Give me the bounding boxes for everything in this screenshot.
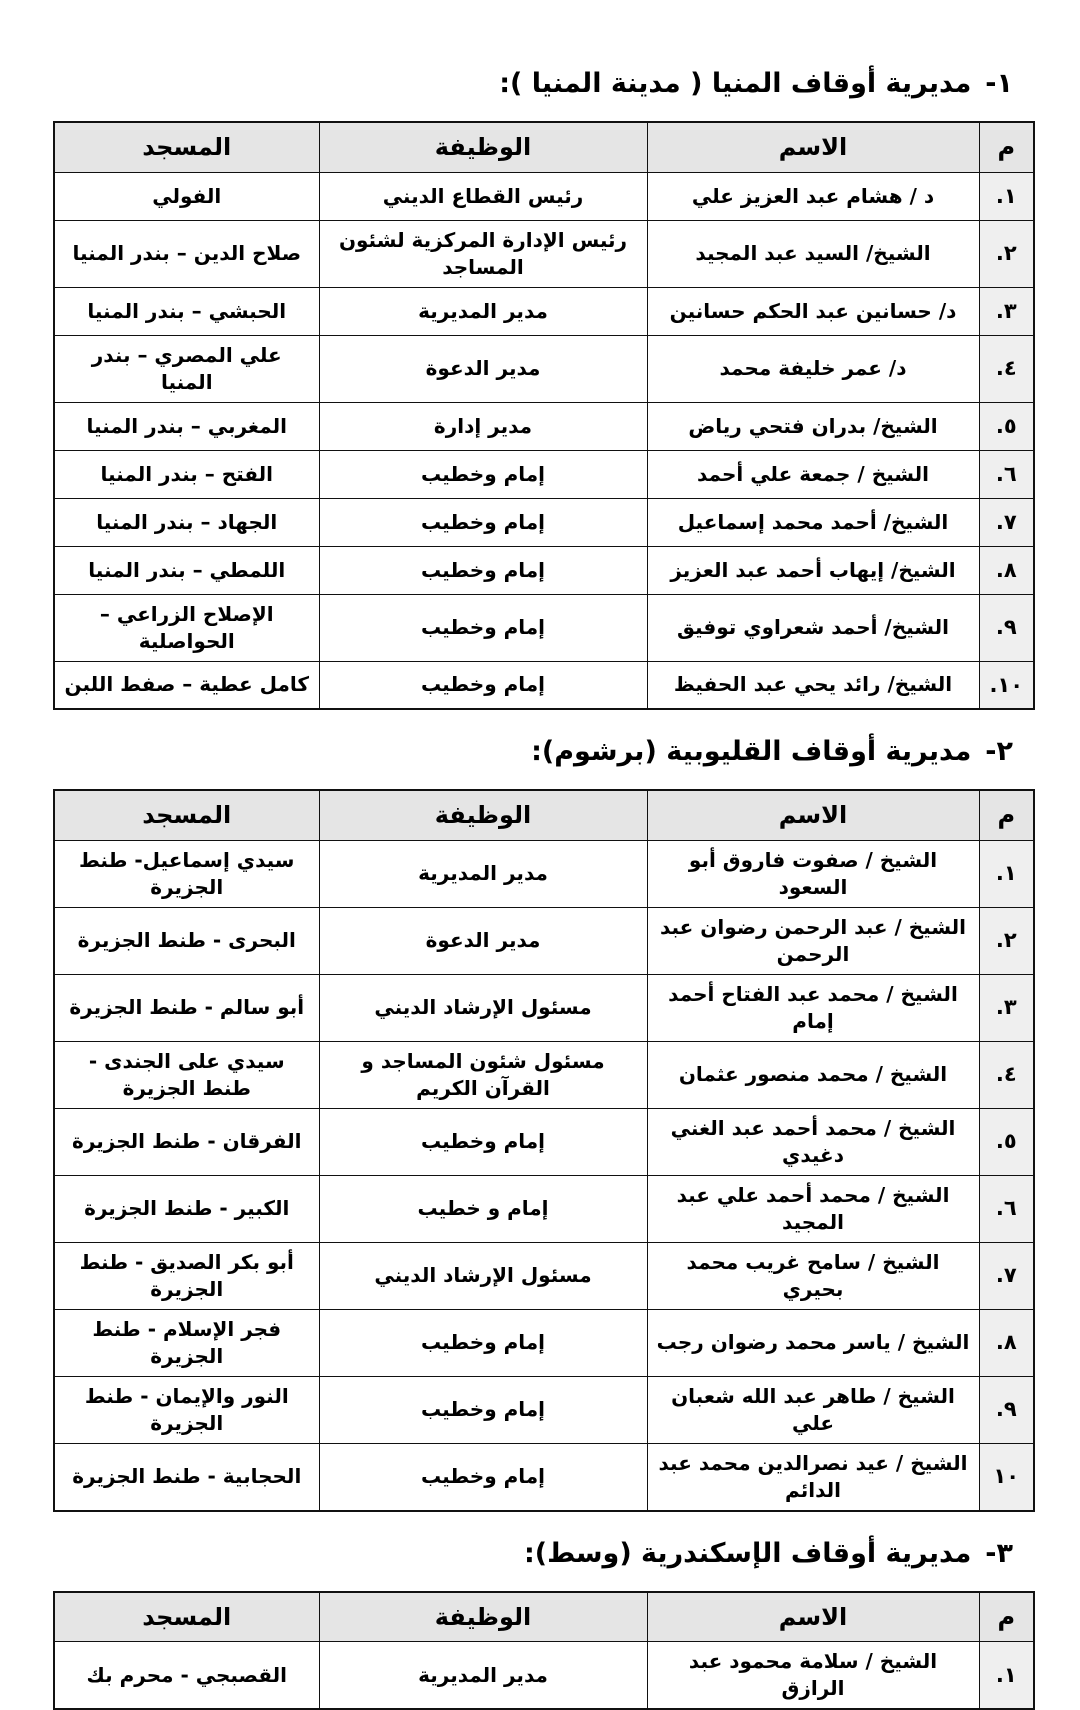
- table-row: [54, 1443, 1034, 1511]
- row-num: ١.: [979, 172, 1034, 220]
- row-num: ٨.: [979, 1309, 1034, 1376]
- table-row: [54, 1175, 1034, 1242]
- row-num: ١٠.: [979, 661, 1034, 709]
- section-1-table: [53, 121, 1035, 710]
- row-job: إمام وخطيب: [319, 1443, 647, 1511]
- row-job: إمام وخطيب: [319, 1376, 647, 1443]
- row-job: مسئول الإرشاد الديني: [319, 974, 647, 1041]
- row-num: ٧.: [979, 498, 1034, 546]
- header-num: م: [979, 790, 1034, 840]
- table-row: [54, 220, 1034, 287]
- row-mosque: سيدي إسماعيل- طنط الجزيرة: [54, 840, 319, 907]
- section-3-table: [53, 1591, 1035, 1710]
- table-row: [54, 498, 1034, 546]
- row-name: الشيخ / عيد نصرالدين محمد عبد الدائم: [647, 1443, 979, 1511]
- row-job: مسئول الإرشاد الديني: [319, 1242, 647, 1309]
- row-num: ٦.: [979, 1175, 1034, 1242]
- row-mosque: الحجابية - طنط الجزيرة: [54, 1443, 319, 1511]
- row-name: الشيخ/ أحمد محمد إسماعيل: [647, 498, 979, 546]
- row-num: ٥.: [979, 1108, 1034, 1175]
- row-mosque: علي المصري – بندر المنيا: [54, 335, 319, 402]
- row-num: ٥.: [979, 402, 1034, 450]
- row-num: ٧.: [979, 1242, 1034, 1309]
- row-name: الشيخ / سامح غريب محمد بحيري: [647, 1242, 979, 1309]
- row-name: د/ حسانين عبد الحكم حسانين: [647, 287, 979, 335]
- row-mosque: اللمطي – بندر المنيا: [54, 546, 319, 594]
- row-mosque: القصبجي - محرم بك: [54, 1642, 319, 1710]
- row-name: الشيخ / محمد أحمد عبد الغني دغيدي: [647, 1108, 979, 1175]
- row-mosque: أبو بكر الصديق - طنط الجزيرة: [54, 1242, 319, 1309]
- row-job: إمام وخطيب: [319, 1108, 647, 1175]
- section-3-number: ٣-: [985, 1538, 1013, 1569]
- row-num: ٦.: [979, 450, 1034, 498]
- table-row: [54, 402, 1034, 450]
- row-job: إمام وخطيب: [319, 498, 647, 546]
- table-row: [54, 1108, 1034, 1175]
- row-mosque: الفولي: [54, 172, 319, 220]
- row-job: مدير المديرية: [319, 840, 647, 907]
- row-mosque: فجر الإسلام - طنط الجزيرة: [54, 1309, 319, 1376]
- section-3-title: مديرية أوقاف الإسكندرية (وسط):: [524, 1538, 971, 1569]
- row-job: مدير المديرية: [319, 1642, 647, 1710]
- row-mosque: أبو سالم - طنط الجزيرة: [54, 974, 319, 1041]
- row-num: ٨.: [979, 546, 1034, 594]
- row-mosque: الفرقان - طنط الجزيرة: [54, 1108, 319, 1175]
- table-header-row: [54, 1592, 1034, 1642]
- row-job: رئيس الإدارة المركزية لشئون المساجد: [319, 220, 647, 287]
- header-mosque: المسجد: [54, 122, 319, 172]
- table-row: [54, 1309, 1034, 1376]
- row-mosque: المغربي – بندر المنيا: [54, 402, 319, 450]
- row-name: الشيخ / عبد الرحمن رضوان عبد الرحمن: [647, 907, 979, 974]
- section-1-heading: [45, 68, 1035, 99]
- section-2-heading: [45, 736, 1035, 767]
- row-num: ٣.: [979, 974, 1034, 1041]
- table-row: [54, 661, 1034, 709]
- header-name: الاسم: [647, 1592, 979, 1642]
- row-name: الشيخ / سلامة محمود عبد الرازق: [647, 1642, 979, 1710]
- table-row: [54, 1242, 1034, 1309]
- row-mosque: البحرى - طنط الجزيرة: [54, 907, 319, 974]
- row-name: الشيخ/ بدران فتحي رياض: [647, 402, 979, 450]
- section-2-number: ٢-: [985, 736, 1013, 767]
- row-name: الشيخ / طاهر عبد الله شعبان علي: [647, 1376, 979, 1443]
- row-num: ٣.: [979, 287, 1034, 335]
- section-1-title: مديرية أوقاف المنيا ( مدينة المنيا ):: [499, 68, 971, 99]
- row-name: الشيخ / محمد أحمد علي عبد المجيد: [647, 1175, 979, 1242]
- row-num: ٤.: [979, 335, 1034, 402]
- row-name: الشيخ / محمد عبد الفتاح أحمد إمام: [647, 974, 979, 1041]
- table-row: [54, 335, 1034, 402]
- table-row: [54, 287, 1034, 335]
- row-job: إمام وخطيب: [319, 594, 647, 661]
- row-name: الشيخ / محمد منصور عثمان: [647, 1041, 979, 1108]
- row-mosque: كامل عطية – صفط اللبن: [54, 661, 319, 709]
- row-num: ٩.: [979, 594, 1034, 661]
- row-mosque: النور والإيمان - طنط الجزيرة: [54, 1376, 319, 1443]
- row-job: إمام وخطيب: [319, 1309, 647, 1376]
- row-job: إمام وخطيب: [319, 450, 647, 498]
- row-name: الشيخ/ رائد يحي عبد الحفيظ: [647, 661, 979, 709]
- table-row: [54, 594, 1034, 661]
- row-job: مدير الدعوة: [319, 335, 647, 402]
- row-name: الشيخ / ياسر محمد رضوان رجب: [647, 1309, 979, 1376]
- section-1-number: ١-: [985, 68, 1013, 99]
- row-num: ٩.: [979, 1376, 1034, 1443]
- table-header-row: [54, 790, 1034, 840]
- table-row: [54, 172, 1034, 220]
- row-job: مدير الدعوة: [319, 907, 647, 974]
- row-mosque: الحبشي – بندر المنيا: [54, 287, 319, 335]
- row-num: ١.: [979, 840, 1034, 907]
- row-name: الشيخ/ السيد عبد المجيد: [647, 220, 979, 287]
- row-num: ٤.: [979, 1041, 1034, 1108]
- table-row: [54, 907, 1034, 974]
- row-mosque: الفتح – بندر المنيا: [54, 450, 319, 498]
- row-job: مسئول شئون المساجد و القرآن الكريم: [319, 1041, 647, 1108]
- table-row: [54, 1642, 1034, 1710]
- row-job: رئيس القطاع الديني: [319, 172, 647, 220]
- row-mosque: الإصلاح الزراعي – الحواصلية: [54, 594, 319, 661]
- row-job: إمام وخطيب: [319, 661, 647, 709]
- header-job: الوظيفة: [319, 122, 647, 172]
- table-row: [54, 974, 1034, 1041]
- row-name: الشيخ / صفوت فاروق أبو السعود: [647, 840, 979, 907]
- table-row: [54, 450, 1034, 498]
- row-mosque: الجهاد – بندر المنيا: [54, 498, 319, 546]
- row-num: ٢.: [979, 907, 1034, 974]
- row-job: إمام و خطيب: [319, 1175, 647, 1242]
- header-job: الوظيفة: [319, 790, 647, 840]
- row-num: ١.: [979, 1642, 1034, 1710]
- row-name: الشيخ/ إيهاب أحمد عبد العزيز: [647, 546, 979, 594]
- header-num: م: [979, 122, 1034, 172]
- row-mosque: الكبير - طنط الجزيرة: [54, 1175, 319, 1242]
- table-row: [54, 546, 1034, 594]
- row-mosque: صلاح الدين – بندر المنيا: [54, 220, 319, 287]
- row-name: الشيخ/ أحمد شعراوي توفيق: [647, 594, 979, 661]
- header-job: الوظيفة: [319, 1592, 647, 1642]
- table-row: [54, 840, 1034, 907]
- header-name: الاسم: [647, 122, 979, 172]
- header-mosque: المسجد: [54, 790, 319, 840]
- row-name: د/ عمر خليفة محمد: [647, 335, 979, 402]
- section-2-table: [53, 789, 1035, 1512]
- row-job: إمام وخطيب: [319, 546, 647, 594]
- row-job: مدير إدارة: [319, 402, 647, 450]
- header-num: م: [979, 1592, 1034, 1642]
- row-name: الشيخ / جمعة علي أحمد: [647, 450, 979, 498]
- table-row: [54, 1376, 1034, 1443]
- row-num: ٢.: [979, 220, 1034, 287]
- section-3-heading: [45, 1538, 1035, 1569]
- table-header-row: [54, 122, 1034, 172]
- row-mosque: سيدي على الجندى - طنط الجزيرة: [54, 1041, 319, 1108]
- section-2-title: مديرية أوقاف القليوبية (برشوم):: [531, 736, 971, 767]
- table-row: [54, 1041, 1034, 1108]
- header-name: الاسم: [647, 790, 979, 840]
- row-name: د / هشام عبد العزيز علي: [647, 172, 979, 220]
- row-job: مدير المديرية: [319, 287, 647, 335]
- header-mosque: المسجد: [54, 1592, 319, 1642]
- row-num: ١٠: [979, 1443, 1034, 1511]
